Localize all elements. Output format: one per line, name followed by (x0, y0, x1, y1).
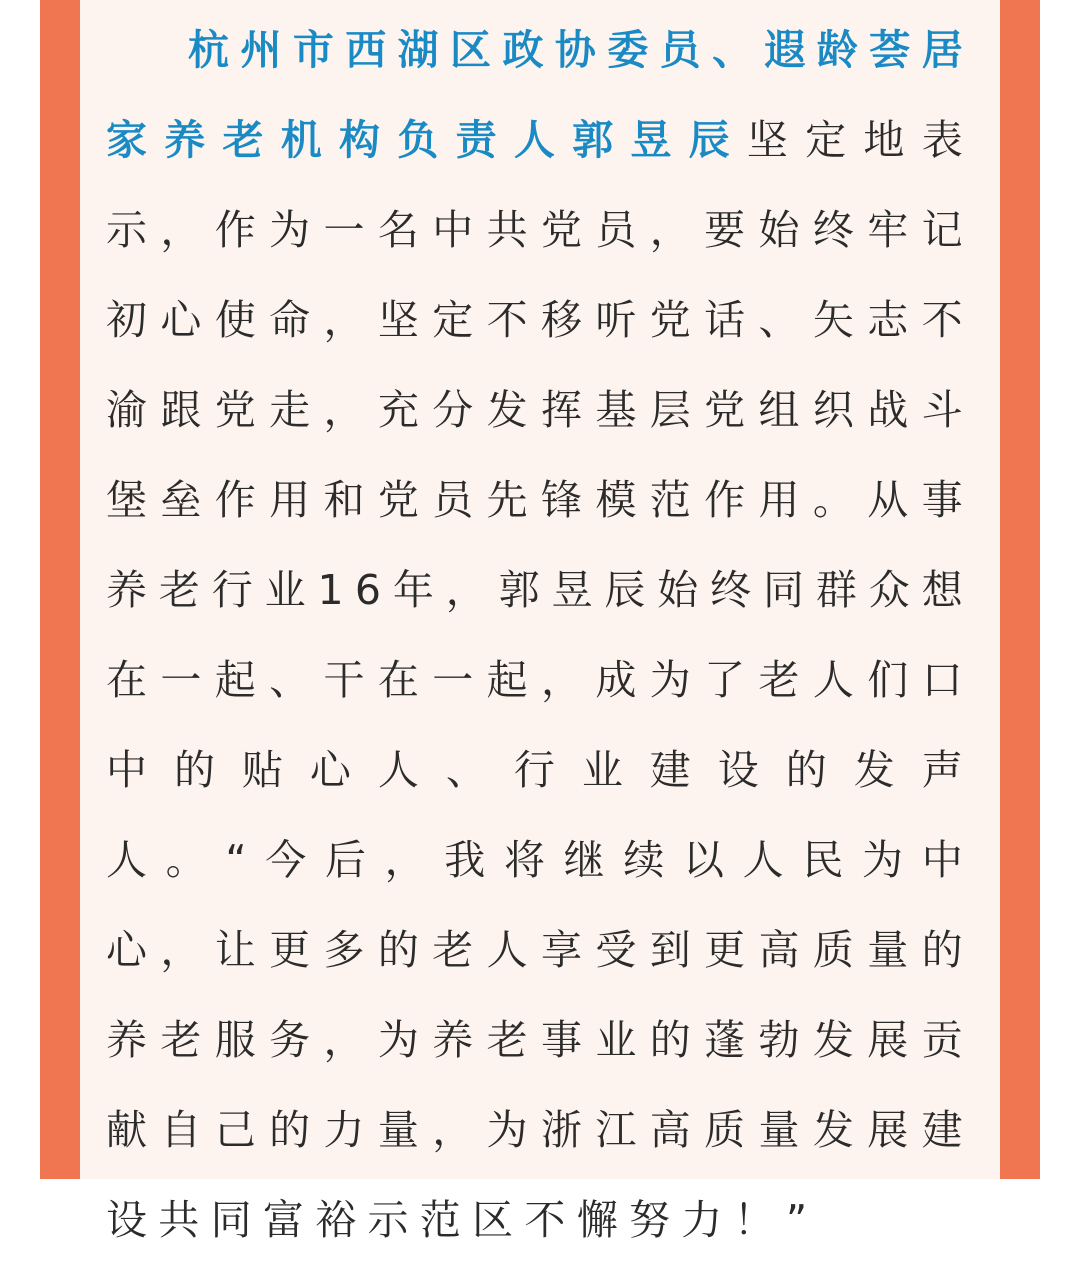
article-paragraph (106, 5, 974, 1265)
article-body-text: 坚定地表示，作为一名中共党员，要始终牢记初心使命，坚定不移听党话、矢志不渝跟党走，充分发挥基层党组织战斗堡垒作用和党员先锋模范作用。从事养老行业16年，郭昱辰始终同群众想在一起、干在一起，成为了老人们口中的贴心人、行业建设的发声人。“今后，我将继续以人民为中心，让更多的老人享受到更高质量的养老服务，为养老事业的蓬勃发展贡献自己的力量，为浙江高质量发展建设共同富裕示范区不懈努力！” (106, 116, 974, 1244)
highlighted-speaker-name: 杭州市西湖区政协委员、遐龄荟居家养老机构负责人郭昱辰 (106, 26, 974, 164)
right-frame-border (1000, 0, 1040, 1179)
left-frame-border (40, 0, 80, 1179)
